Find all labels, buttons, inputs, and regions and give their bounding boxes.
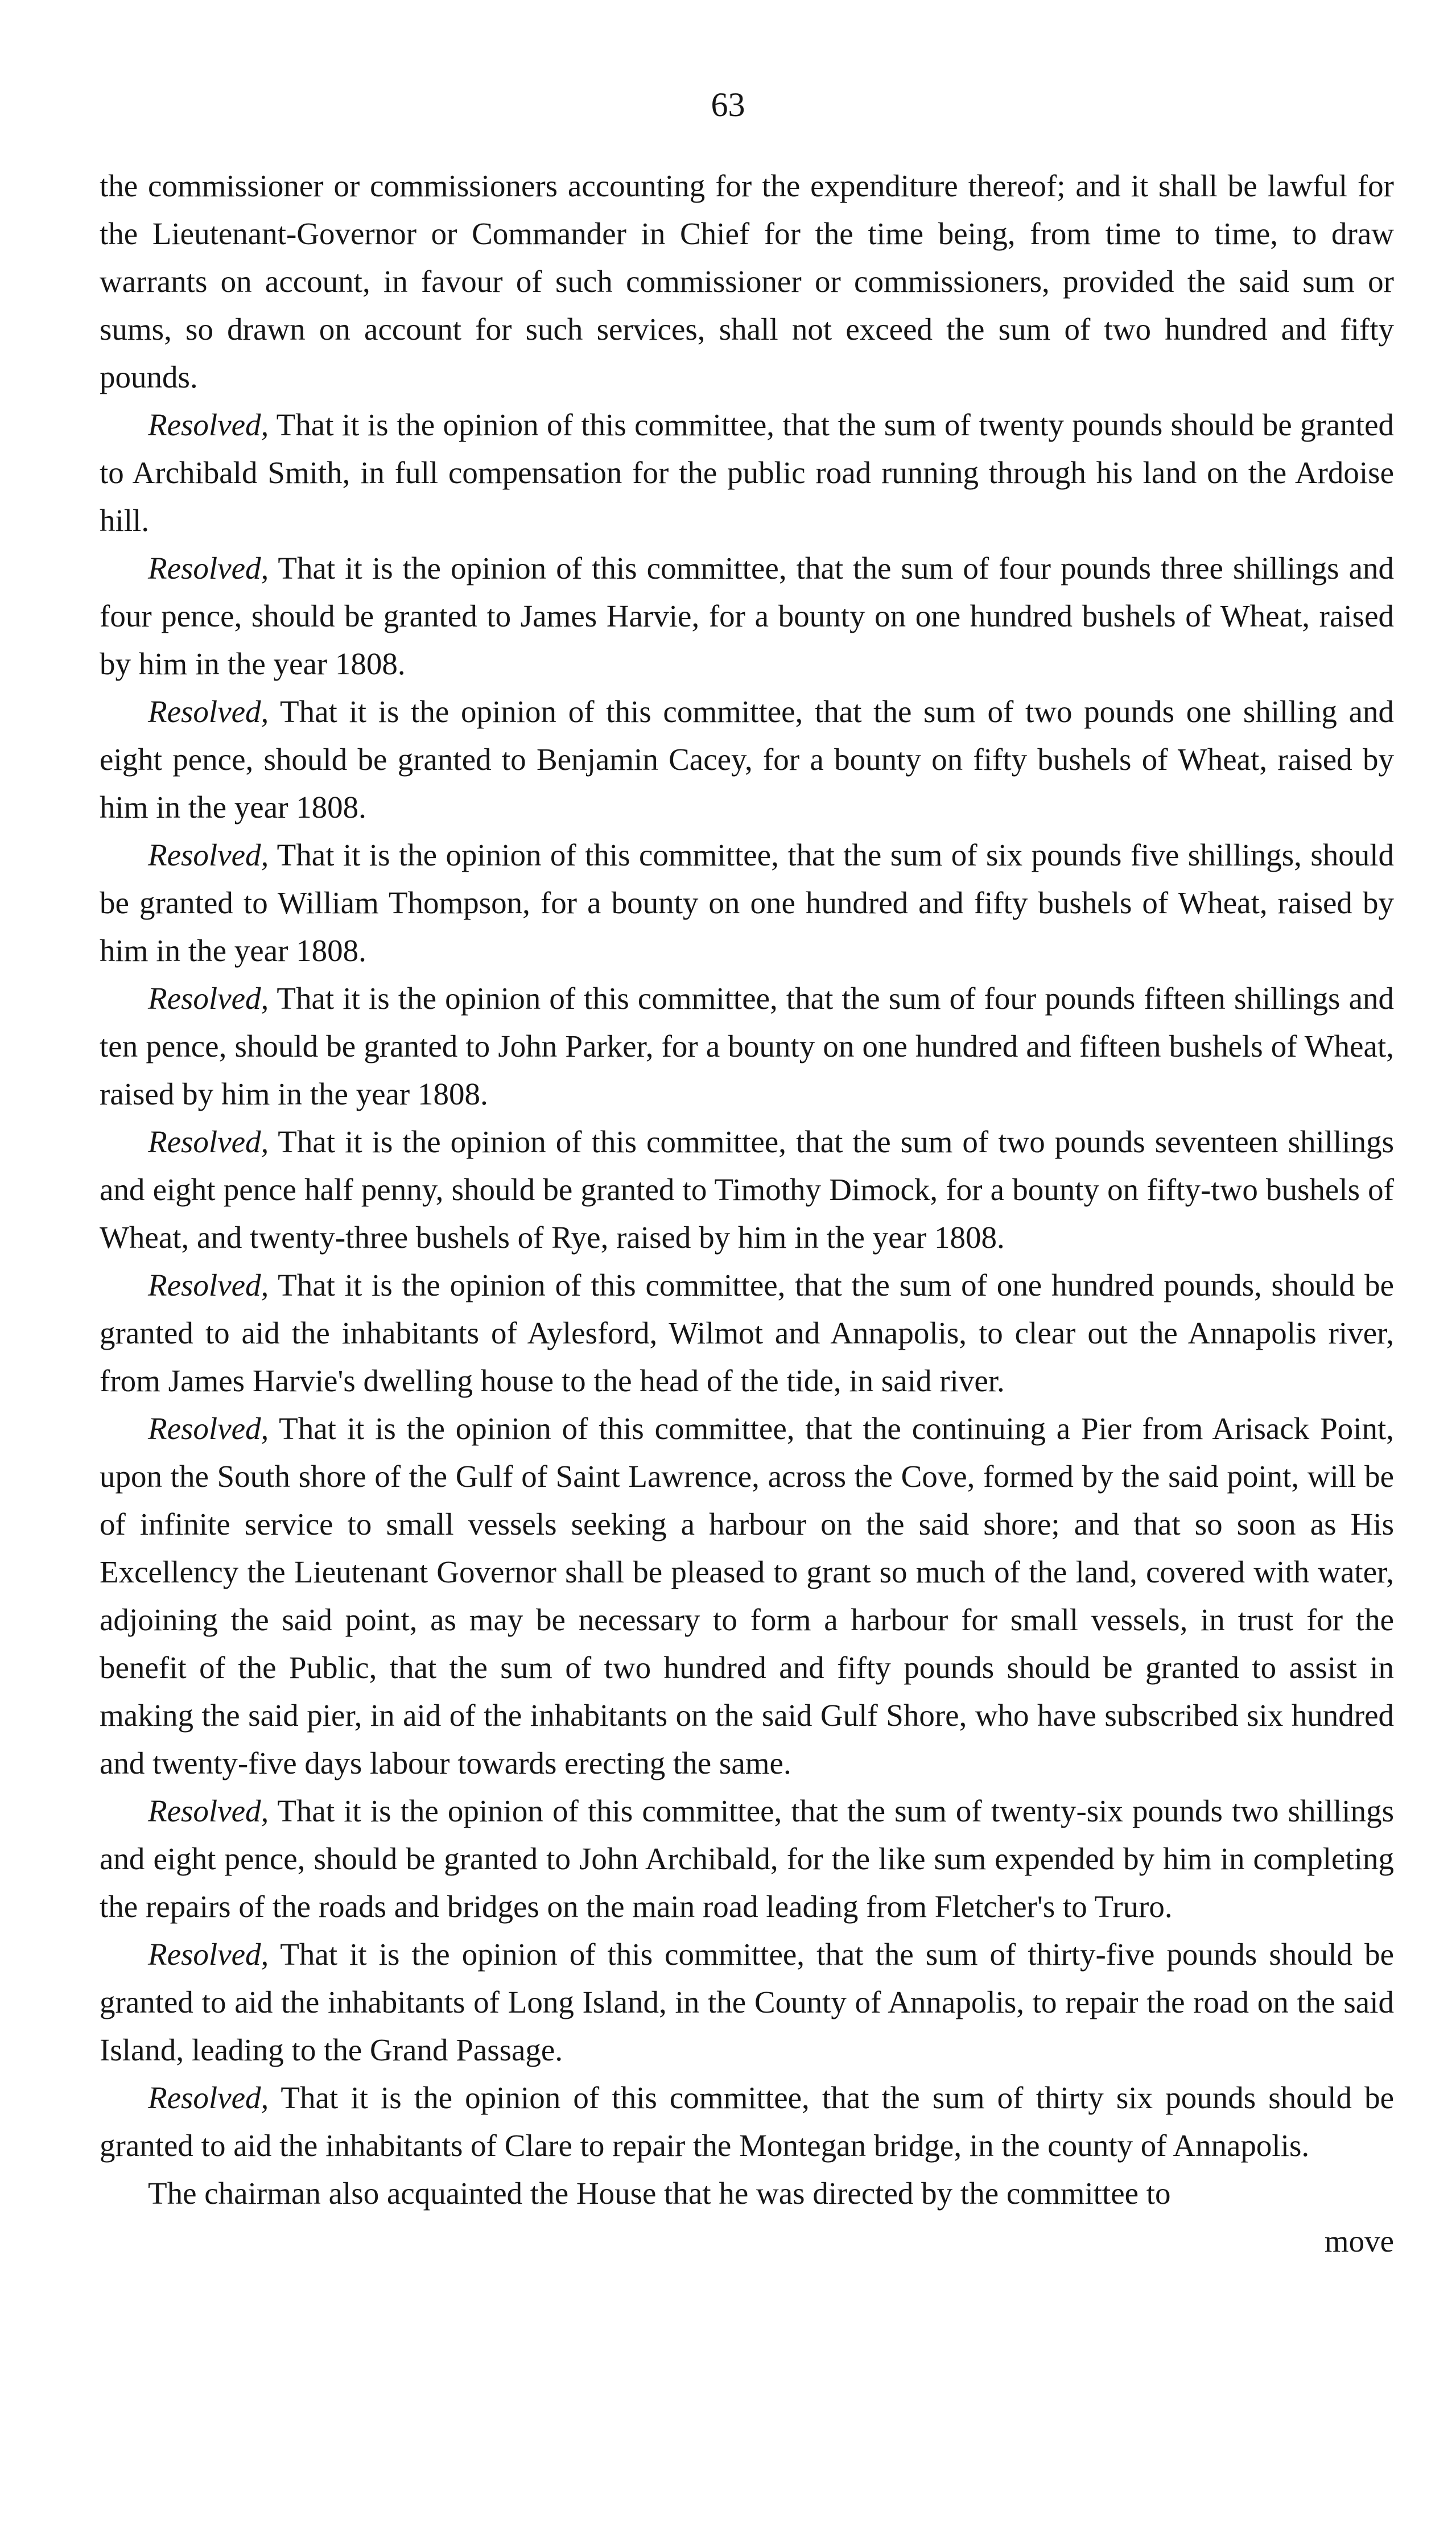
- resolution-paragraph: [100, 975, 1394, 1118]
- resolved-lead: Resolved,: [148, 694, 269, 729]
- resolution-paragraph: [100, 1405, 1394, 1787]
- resolution-paragraph: [100, 1118, 1394, 1262]
- paragraph-text: That it is the opinion of this committee, that the sum of six pounds five shillings, should be granted to William Thompson, for a bounty on one hundred and fifty bushels of Wheat, raised by him in the year 1808.: [100, 838, 1394, 968]
- resolution-paragraph: [100, 1787, 1394, 1931]
- paragraph-text: That it is the opinion of this committee, that the sum of thirty-five pounds should be granted to aid the inhabitants of Long Island, in the County of Annapolis, to repair the road on the said Island, leading to the Grand Passage.: [100, 1937, 1394, 2067]
- resolved-lead: Resolved,: [148, 981, 269, 1016]
- paragraph-text: That it is the opinion of this committee, that the sum of two pounds one shilling and eight pence, should be granted to Benjamin Cacey, for a bounty on fifty bushels of Wheat, raised by him in the year 1808.: [100, 694, 1394, 824]
- resolved-lead: Resolved,: [148, 838, 269, 872]
- resolution-paragraph: [100, 688, 1394, 831]
- paragraph-text: That it is the opinion of this committee, that the continuing a Pier from Arisack Point, upon the South shore of the Gulf of Saint Lawrence, across the Cove, formed by the said point, will be of infinite service to small vessels seeking a harbour on the said shore; and that so soon as His Excellency the Lieutenant Governor shall be pleased to grant so much of the land, covered with water, adjoining the said point, as may be necessary to form a harbour for small vessels, in trust for the benefit of the Public, that the sum of two hundred and fifty pounds should be granted to assist in making the said pier, in aid of the inhabitants on the said Gulf Shore, who have subscribed six hundred and twenty-five days labour towards erecting the same.: [100, 1411, 1394, 1780]
- paragraph-text: That it is the opinion of this committee, that the sum of four pounds fifteen shillings and ten pence, should be granted to John Parker, for a bounty on one hundred and fifteen bushels of Wheat, raised by him in the year 1808.: [100, 981, 1394, 1111]
- resolution-paragraph: [100, 545, 1394, 688]
- paragraph-text: the commissioner or commissioners accounting for the expenditure thereof; and it shall be lawful for the Lieutenant-Governor or Commander in Chief for the time being, from time to time, to draw warrants on account, in favour of such commissioner or commissioners, provided the said sum or sums, so drawn on account for such services, shall not exceed the sum of two hundred and fifty pounds.: [100, 168, 1394, 394]
- resolved-lead: Resolved,: [148, 1268, 269, 1302]
- resolved-lead: Resolved,: [148, 1794, 269, 1828]
- resolved-lead: Resolved,: [148, 1411, 269, 1446]
- resolution-paragraph: [100, 1262, 1394, 1405]
- resolution-paragraph: [100, 401, 1394, 545]
- paragraph-text: The chairman also acquainted the House that he was directed by the committee to: [148, 2176, 1171, 2211]
- resolution-paragraph: [100, 831, 1394, 975]
- paragraph-text: That it is the opinion of this committee, that the sum of one hundred pounds, should be granted to aid the inhabitants of Aylesford, Wilmot and Annapolis, to clear out the Annapolis river, from James Harvie's dwelling house to the head of the tide, in said river.: [100, 1268, 1394, 1398]
- resolved-lead: Resolved,: [148, 1937, 269, 1972]
- paragraph-text: That it is the opinion of this committee, that the sum of twenty pounds should be granted to Archibald Smith, in full compensation for the public road running through his land on the Ardoise hill.: [100, 407, 1394, 538]
- catchword: move: [1324, 2224, 1394, 2258]
- body-text: [100, 162, 1394, 2265]
- resolved-lead: Resolved,: [148, 551, 269, 586]
- paragraph-text: That it is the opinion of this committee, that the sum of two pounds seventeen shillings and eight pence half penny, should be granted to Timothy Dimock, for a bounty on fifty-two bushels of Wheat, and twenty-three bushels of Rye, raised by him in the year 1808.: [100, 1124, 1394, 1255]
- paragraph-text: That it is the opinion of this committee, that the sum of thirty six pounds should be granted to aid the inhabitants of Clare to repair the Montegan bridge, in the county of Annapolis.: [100, 2080, 1394, 2163]
- resolved-lead: Resolved,: [148, 2080, 269, 2115]
- resolution-paragraph: [100, 1931, 1394, 2074]
- resolved-lead: Resolved,: [148, 407, 269, 442]
- resolved-lead: Resolved,: [148, 1124, 269, 1159]
- resolution-paragraph: [100, 2074, 1394, 2170]
- paragraph-continuation: [100, 162, 1394, 401]
- closing-paragraph: [100, 2170, 1394, 2217]
- page-number: 63: [711, 86, 745, 123]
- paragraph-text: That it is the opinion of this committee, that the sum of twenty-six pounds two shillings and eight pence, should be granted to John Archibald, for the like sum expended by him in completing the repairs of the roads and bridges on the main road leading from Fletcher's to Truro.: [100, 1794, 1394, 1924]
- paragraph-text: That it is the opinion of this committee, that the sum of four pounds three shillings and four pence, should be granted to James Harvie, for a bounty on one hundred bushels of Wheat, raised by him in the year 1808.: [100, 551, 1394, 681]
